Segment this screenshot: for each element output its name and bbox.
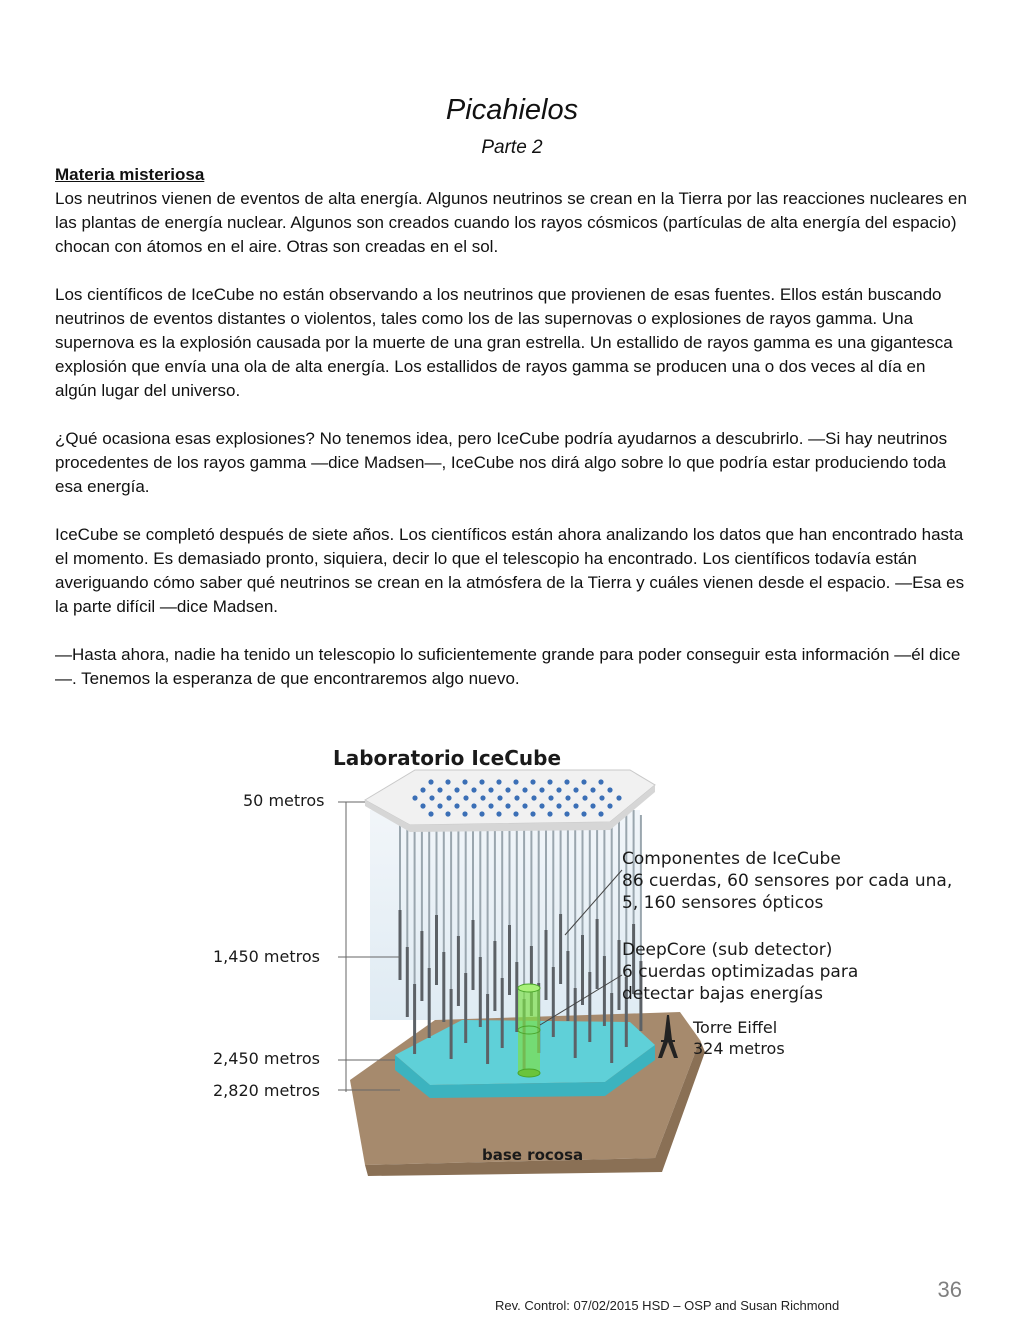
page-title: Picahielos	[445, 94, 579, 126]
paragraph-3: ¿Qué ocasiona esas explosiones? No tenemos idea, pero IceCube podría ayudarnos a descubrirlo. —Si hay neutrinos procedentes de los rayos gamma —dice Madsen—, IceCube nos dirá algo sobre lo que podría estar produciendo toda esa energía.	[55, 429, 948, 496]
components-line-1: 86 cuerdas, 60 sensores por cada una,	[622, 871, 953, 891]
surface-array	[365, 770, 655, 825]
paragraph-1: Los neutrinos vienen de eventos de alta energía. Algunos neutrinos se crean en la Tierra por las reacciones nucleares en las plantas de energía nuclear. Algunos son creados cuando los rayos cósmicos (partículas de alta energía del espacio) chocan con átomos en el aire. Otras son creadas en el sol.	[55, 189, 967, 256]
components-line-2: 5, 160 sensores ópticos	[622, 893, 824, 913]
deepcore-callout	[622, 939, 858, 1005]
section-heading: Materia misteriosa	[55, 165, 205, 184]
revision-footer: Rev. Control: 07/02/2015 HSD – OSP and Susan Richmond	[495, 1298, 840, 1313]
paragraph-2: Los científicos de IceCube no están observando a los neutrinos que provienen de esas fuentes. Ellos están buscando neutrinos de eventos distantes o violentos, tales como los de las supernovas o explosiones de rayos gamma. Una supernova es la explosión causada por la muerte de una gran estrella. Un estallido de rayos gamma es una gigantesca explosión que envía una ola de alta energía. Los estallidos de rayos gamma se producen una o dos veces al día en algún lugar del universo.	[55, 285, 953, 400]
components-callout	[622, 848, 952, 914]
depth-label-50: 50 metros	[243, 791, 325, 810]
icecube-diagram	[200, 740, 970, 1180]
depth-label-2820: 2,820 metros	[213, 1081, 320, 1100]
page-subtitle: Parte 2	[481, 137, 543, 158]
deepcore-cylinder	[518, 984, 540, 1077]
deepcore-line-2: detectar bajas energías	[622, 984, 823, 1004]
deepcore-heading: DeepCore (sub detector)	[622, 940, 833, 960]
paragraph-5: —Hasta ahora, nadie ha tenido un telescopio lo suficientemente grande para poder conseguir esta información —él dice—. Tenemos la esperanza de que encontraremos algo nuevo.	[55, 645, 961, 688]
depth-label-1450: 1,450 metros	[213, 947, 320, 966]
bedrock-label: base rocosa	[482, 1146, 584, 1164]
article-body	[55, 163, 970, 715]
eiffel-height: 324 metros	[693, 1039, 785, 1058]
figure-title: Laboratorio IceCube	[333, 746, 562, 770]
deepcore-line-1: 6 cuerdas optimizadas para	[622, 962, 859, 982]
paragraph-4: IceCube se completó después de siete años. Los científicos están ahora analizando los datos que han encontrado hasta el momento. Es demasiado pronto, siquiera, decir lo que el telescopio ha encontrado. Los científicos todavía están averiguando cómo saber qué neutrinos se crean en la atmósfera de la Tierra y cuáles vienen desde el espacio. —Esa es la parte difícil —dice Madsen.	[55, 525, 965, 616]
eiffel-name: Torre Eiffel	[693, 1018, 778, 1037]
components-heading: Componentes de IceCube	[622, 849, 841, 869]
depth-label-2450: 2,450 metros	[213, 1049, 320, 1068]
page-number: 36	[937, 1277, 962, 1302]
eiffel-callout	[693, 1017, 785, 1059]
